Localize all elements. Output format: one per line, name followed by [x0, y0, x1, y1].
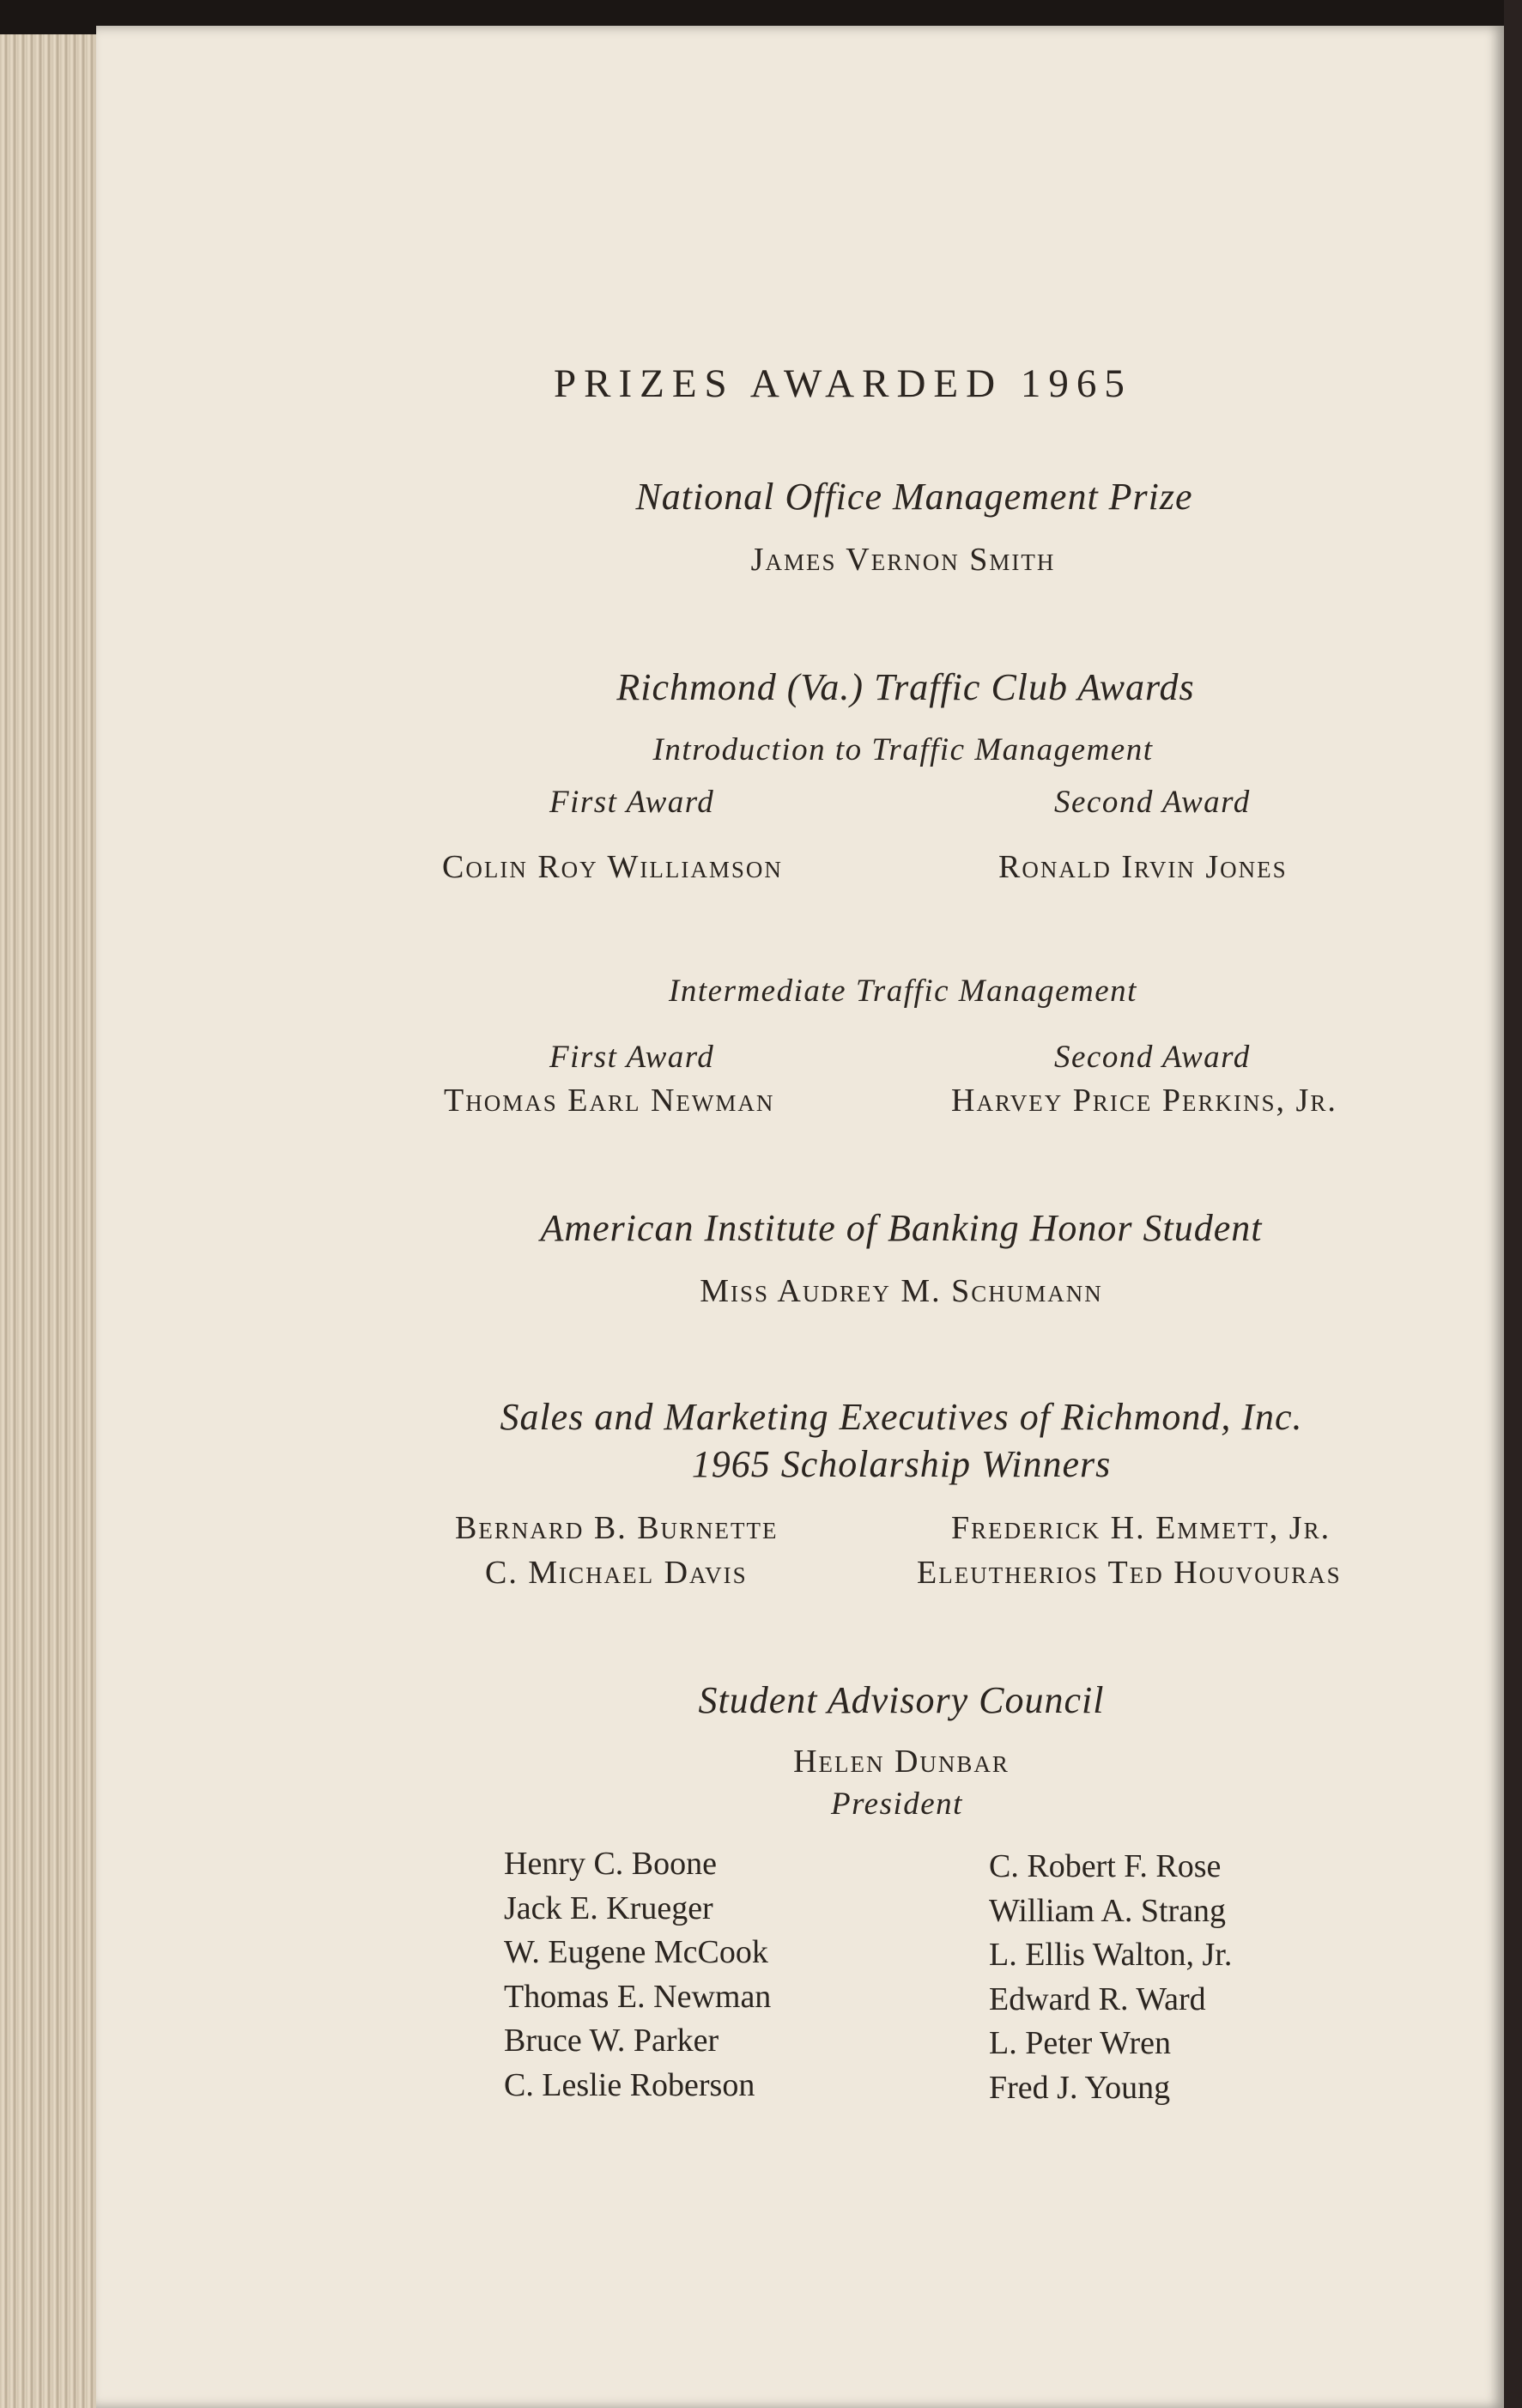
council-member: William A. Strang [989, 1892, 1227, 1929]
council-member: Jack E. Krueger [504, 1889, 713, 1926]
council-members-right [989, 1845, 1232, 2110]
traffic-club-heading: Richmond (Va.) Traffic Club Awards [616, 666, 1195, 708]
council-member: C. Leslie Roberson [504, 2066, 755, 2103]
traffic-intro-second-label: Second Award [1054, 785, 1251, 820]
sales-winner-3: C. Michael Davis [485, 1555, 748, 1591]
national-prize-heading: National Office Management Prize [635, 476, 1193, 518]
traffic-intermediate-heading: Intermediate Traffic Management [669, 974, 1137, 1009]
banking-winner: Miss Audrey M. Schumann [700, 1273, 1103, 1309]
council-member: Henry C. Boone [504, 1846, 718, 1882]
council-member: C. Robert F. Rose [989, 1848, 1222, 1884]
council-heading: Student Advisory Council [698, 1679, 1105, 1721]
council-member: Fred J. Young [989, 2069, 1171, 2106]
scan-right-edge [1504, 0, 1522, 2408]
council-member: Bruce W. Parker [504, 2023, 719, 2059]
traffic-intermediate-second-label: Second Award [1054, 1040, 1251, 1075]
council-member: L. Peter Wren [989, 2025, 1171, 2061]
page-title: PRIZES AWARDED 1965 [554, 361, 1132, 406]
council-president-label: President [831, 1786, 963, 1822]
sales-winner-4: Eleutherios Ted Houvouras [917, 1555, 1342, 1591]
traffic-intermediate-first-label: First Award [549, 1040, 715, 1075]
council-president-name: Helen Dunbar [793, 1744, 1010, 1780]
sales-winner-1: Bernard B. Burnette [455, 1510, 779, 1546]
traffic-intro-first-winner: Colin Roy Williamson [442, 849, 783, 885]
traffic-intermediate-first-winner: Thomas Earl Newman [444, 1083, 775, 1119]
sales-winner-2: Frederick H. Emmett, Jr. [951, 1510, 1331, 1546]
sales-heading-line1: Sales and Marketing Executives of Richmond, Inc. [500, 1396, 1303, 1438]
banking-heading: American Institute of Banking Honor Student [540, 1207, 1263, 1249]
traffic-intro-second-winner: Ronald Irvin Jones [998, 849, 1288, 885]
sales-heading-line2: 1965 Scholarship Winners [691, 1443, 1112, 1485]
council-member: Edward R. Ward [989, 1980, 1206, 2017]
council-member: W. Eugene McCook [504, 1934, 768, 1970]
national-prize-winner: James Vernon Smith [750, 542, 1056, 578]
council-member: L. Ellis Walton, Jr. [989, 1937, 1233, 1973]
traffic-intermediate-second-winner: Harvey Price Perkins, Jr. [951, 1083, 1337, 1119]
traffic-intro-heading: Introduction to Traffic Management [652, 732, 1154, 767]
council-member: Thomas E. Newman [504, 1978, 772, 2015]
council-members-left [504, 1842, 771, 2108]
traffic-intro-first-label: First Award [549, 785, 715, 820]
